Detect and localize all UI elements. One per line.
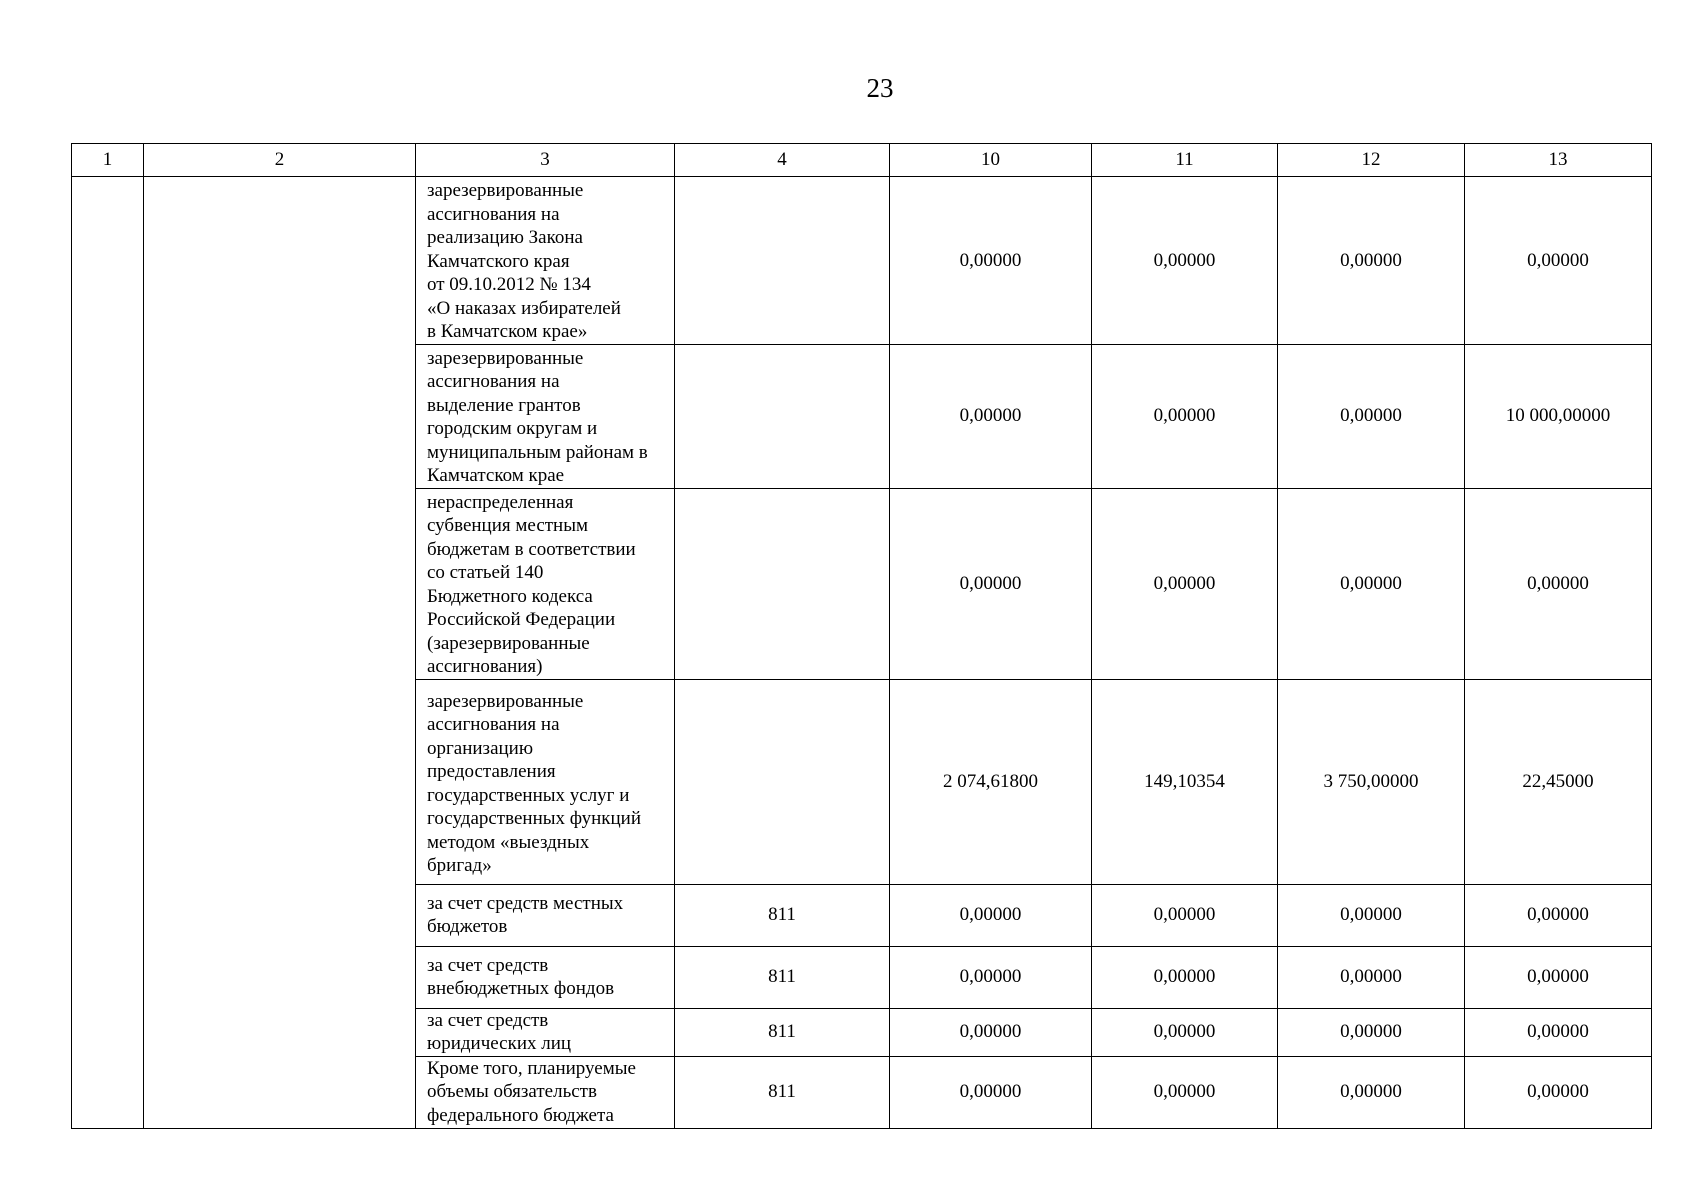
header-col-1: 1 [72,144,144,177]
description-line: (зарезервированные [427,632,590,654]
value-cell-10: 0,00000 [890,488,1092,679]
value-cell-10: 0,00000 [890,1056,1092,1128]
description-line: городским округам и [427,418,598,439]
description-line: за счет средств местных [427,892,624,914]
description-line: бюджетов [427,916,508,937]
description-cell [416,679,675,884]
value-cell-12: 0,00000 [1278,344,1465,488]
value-cell-12: 0,00000 [1278,1008,1465,1056]
description-line: Кроме того, планируемые [427,1057,636,1079]
description-line: зарезервированные [427,690,584,712]
value-cell-11: 0,00000 [1092,884,1278,946]
budget-table [71,143,1652,1129]
value-cell-10: 0,00000 [890,344,1092,488]
value-cell-13: 0,00000 [1465,488,1652,679]
value-cell-12: 0,00000 [1278,1056,1465,1128]
code-cell: 811 [675,1056,890,1128]
description-line: Бюджетного кодекса [427,585,593,607]
description-line: внебюджетных фондов [427,978,615,999]
description-line: объемы обязательств [427,1081,597,1103]
header-col-4: 4 [675,144,890,177]
value-cell-12: 0,00000 [1278,488,1465,679]
description-line: субвенция местным [427,515,589,536]
value-cell-10: 0,00000 [890,177,1092,345]
description-line: бригад» [427,855,492,876]
description-line: со статьей 140 [427,562,544,583]
value-cell-13: 22,45000 [1465,679,1652,884]
header-col-2: 2 [144,144,416,177]
value-cell-10: 2 074,61800 [890,679,1092,884]
description-cell [416,884,675,946]
value-cell-10: 0,00000 [890,884,1092,946]
value-cell-11: 0,00000 [1092,344,1278,488]
code-cell [675,344,890,488]
code-cell [675,177,890,345]
col-2-cell [144,177,416,1129]
table-row [72,177,1652,345]
description-line: Камчатского края [427,250,570,272]
description-line: ассигнования на [427,371,560,392]
description-line: государственных функций [427,808,642,829]
description-line: «О наказах избирателей [427,297,621,319]
value-cell-11: 0,00000 [1092,1056,1278,1128]
description-line: государственных услуг и [427,784,630,806]
description-line: зарезервированные [427,347,584,369]
col-1-cell [72,177,144,1129]
value-cell-12: 0,00000 [1278,177,1465,345]
description-line: ассигнования на [427,714,560,735]
value-cell-11: 0,00000 [1092,946,1278,1008]
description-line: в Камчатском крае» [427,321,588,342]
value-cell-13: 0,00000 [1465,177,1652,345]
value-cell-12: 0,00000 [1278,884,1465,946]
header-col-12: 12 [1278,144,1465,177]
description-line: за счет средств [427,1009,549,1031]
code-cell: 811 [675,884,890,946]
header-col-13: 13 [1465,144,1652,177]
value-cell-13: 0,00000 [1465,1056,1652,1128]
value-cell-13: 10 000,00000 [1465,344,1652,488]
value-cell-13: 0,00000 [1465,1008,1652,1056]
description-line: за счет средств [427,954,549,976]
description-line: реализацию Закона [427,227,583,248]
description-cell [416,1056,675,1128]
description-line: бюджетам в соответствии [427,538,636,560]
value-cell-13: 0,00000 [1465,884,1652,946]
code-cell: 811 [675,1008,890,1056]
description-cell [416,344,675,488]
code-cell [675,488,890,679]
code-cell: 811 [675,946,890,1008]
value-cell-12: 0,00000 [1278,946,1465,1008]
description-line: нераспределенная [427,491,574,513]
description-line: ассигнования на [427,203,560,225]
page-number: 23 [866,73,894,103]
header-col-11: 11 [1092,144,1278,177]
description-line: ассигнования) [427,656,543,677]
description-line: юридических лиц [427,1033,572,1054]
header-row [72,144,1652,177]
value-cell-13: 0,00000 [1465,946,1652,1008]
description-line: Российской Федерации [427,609,616,630]
description-line: зарезервированные [427,180,584,201]
value-cell-10: 0,00000 [890,1008,1092,1056]
description-line: муниципальным районам в [427,441,648,463]
value-cell-10: 0,00000 [890,946,1092,1008]
code-cell [675,679,890,884]
description-line: организацию [427,737,534,759]
description-line: федерального бюджета [427,1104,614,1126]
description-line: методом «выездных [427,831,590,853]
value-cell-12: 3 750,00000 [1278,679,1465,884]
value-cell-11: 0,00000 [1092,488,1278,679]
description-line: выделение грантов [427,394,581,416]
description-cell [416,488,675,679]
description-line: предоставления [427,761,556,782]
header-col-3: 3 [416,144,675,177]
value-cell-11: 0,00000 [1092,1008,1278,1056]
description-cell [416,946,675,1008]
header-col-10: 10 [890,144,1092,177]
description-line: Камчатском крае [427,465,565,486]
value-cell-11: 149,10354 [1092,679,1278,884]
value-cell-11: 0,00000 [1092,177,1278,345]
description-cell [416,1008,675,1056]
description-line: от 09.10.2012 № 134 [427,274,591,295]
description-cell [416,177,675,345]
